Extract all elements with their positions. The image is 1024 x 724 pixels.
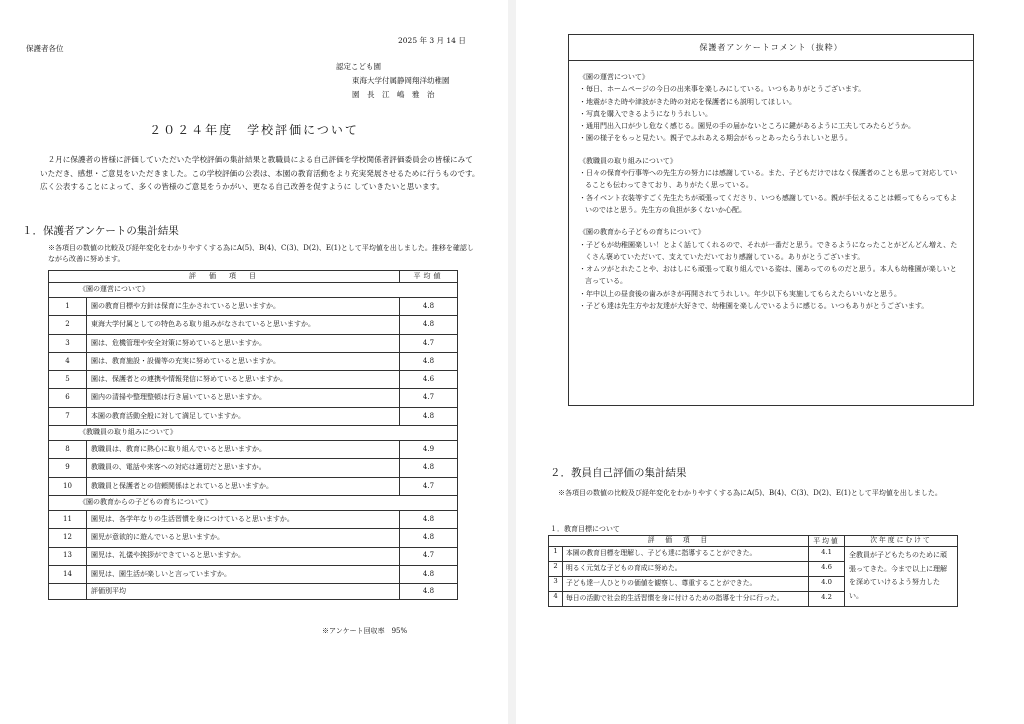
row-average: 4.9 xyxy=(400,441,458,459)
row-number: 2 xyxy=(549,562,563,577)
header-item: 評 価 項 目 xyxy=(549,536,809,547)
row-number: 6 xyxy=(49,389,87,407)
row-average: 4.7 xyxy=(400,389,458,407)
row-question: 教職員は、教育に熱心に取り組んでいると思いますか。 xyxy=(87,441,400,459)
page-title: ２０２４年度 学校評価について xyxy=(149,123,359,137)
table-header-row xyxy=(549,536,958,547)
table-row xyxy=(49,298,458,316)
addressee: 保護者各位 xyxy=(26,44,64,53)
comment-group-label: 《園の運営について》 xyxy=(579,73,649,81)
parent-survey-table xyxy=(48,270,458,600)
row-average: 4.8 xyxy=(400,316,458,334)
row-question: 子ども達一人ひとりの価値を観察し、尊重することができた。 xyxy=(563,576,809,591)
overall-average: 4.8 xyxy=(400,584,458,600)
blank-cell xyxy=(49,584,87,600)
category-label: 《園の運営について》 xyxy=(49,283,458,298)
header-next-year: 次年度にむけて xyxy=(845,536,958,547)
comment-item: ・地震がきた時や津波がきた時の対応を保護者にも説明してほしい。 xyxy=(579,97,796,106)
row-average: 4.8 xyxy=(400,565,458,583)
table-header-row xyxy=(49,271,458,283)
school-signature xyxy=(336,60,450,102)
header-avg: 平均値 xyxy=(400,271,458,283)
category-row xyxy=(49,495,458,510)
row-number: 13 xyxy=(49,547,87,565)
table-row xyxy=(49,334,458,352)
row-average: 4.7 xyxy=(400,334,458,352)
principal-line: 園 長 江 嶋 雅 治 xyxy=(352,90,435,99)
row-average: 4.8 xyxy=(400,298,458,316)
table-row xyxy=(49,477,458,495)
row-question: 園児は、礼儀や挨拶ができていると思いますか。 xyxy=(87,547,400,565)
school-line: 認定こども園 xyxy=(336,62,381,71)
category-row xyxy=(49,426,458,441)
row-average: 4.8 xyxy=(400,510,458,528)
row-number: 8 xyxy=(49,441,87,459)
section2-note: ※各項目の数値の比較及び経年変化をわかりやすくする為にA(5)、B(4)、C(3)、D(2)、E(1)として平均値を出しました。 xyxy=(558,489,942,497)
row-number: 12 xyxy=(49,529,87,547)
row-number: 2 xyxy=(49,316,87,334)
comment-item: ・園の様子をもっと見たい。親子でふれあえる期会がもっとあったらうれしいと思う。 xyxy=(579,134,852,143)
comment-item: ・子どもが幼稚園楽しい！とよく話してくれるので、それが一番だと思う。できるようになったことがどんどん増え、たくさん褒めていただいて、支えていただいており感謝している。ありがとうございます。 xyxy=(579,240,958,261)
section1-note: ※各項目の数値の比較及び経年変化をわかりやすくする為にA(5)、B(4)、C(3)、D(2)、E(1)として平均値を出しました。推移を確認しながら改善に努めます。 xyxy=(48,244,474,263)
row-question: 園の教育目標や方針は保育に生かされていると思いますか。 xyxy=(87,298,400,316)
overall-label: 評価別平均 xyxy=(87,584,400,600)
comments-title: 保護者アンケートコメント（抜粋） xyxy=(569,35,973,61)
next-year-note: 全教員が子どもたちのために頑張ってきた。今まで以上に理解を深めていけるよう努力したい。 xyxy=(845,547,958,606)
row-number: 3 xyxy=(549,576,563,591)
row-question: 園児が意欲的に遊んでいると思いますか。 xyxy=(87,529,400,547)
table-row xyxy=(49,352,458,370)
table-row xyxy=(49,316,458,334)
left-page xyxy=(0,0,508,724)
row-question: 園児は、各学年なりの生活習慣を身につけていると思いますか。 xyxy=(87,510,400,528)
row-question: 園は、危機管理や安全対策に努めていると思いますか。 xyxy=(87,334,400,352)
row-number: 3 xyxy=(49,334,87,352)
row-number: 4 xyxy=(549,591,563,606)
comment-item: ・通用門出入口が少し危なく感じる。園児の手の届かないところに鍵があるように工夫してみたらどうか。 xyxy=(579,122,915,131)
header-avg: 平均値 xyxy=(809,536,845,547)
row-question: 教職員と保護者との信頼関係はとれていると思いますか。 xyxy=(87,477,400,495)
header-item: 評 価 項 目 xyxy=(49,271,400,283)
table-row xyxy=(49,407,458,425)
row-question: 園内の清掃や整理整頓は行き届いていると思いますか。 xyxy=(87,389,400,407)
row-average: 4.6 xyxy=(809,562,845,577)
comment-item: ・毎日、ホームページの今日の出来事を楽しみにしている。いつもありがとうございます。 xyxy=(579,85,866,94)
table-row xyxy=(49,565,458,583)
row-number: 1 xyxy=(49,298,87,316)
section2-heading: ２．教員自己評価の集計結果 xyxy=(550,467,687,479)
table-row xyxy=(49,389,458,407)
row-question: 本園の教育目標を理解し、子ども達に指導することができた。 xyxy=(563,547,809,562)
comment-item: ・年中以上の昼食後の歯みがきが再開されてうれしい。年少以下も実施してもらえたらいいなと思う。 xyxy=(579,289,901,298)
row-average: 4.8 xyxy=(400,529,458,547)
row-number: 10 xyxy=(49,477,87,495)
table-row xyxy=(49,547,458,565)
page-gutter xyxy=(508,0,516,724)
comment-item: ・子ども達は先生方やお友達が大好きで、幼稚園を楽しんでいるように感じる。いつもありがとうございます。 xyxy=(579,302,929,311)
row-average: 4.0 xyxy=(809,576,845,591)
table-row xyxy=(49,529,458,547)
row-question: 園は、保護者との連携や情報発信に努めていると思いますか。 xyxy=(87,371,400,389)
teacher-self-eval-table xyxy=(548,535,958,607)
row-question: 東海大学付属としての特色ある取り組みがなされていると思いますか。 xyxy=(87,316,400,334)
comment-item: ・写真を購入できるようになりうれしい。 xyxy=(579,109,712,118)
row-average: 4.8 xyxy=(400,407,458,425)
category-label: 《園の教育からの子どもの育ちについて》 xyxy=(49,495,458,510)
comment-group-label: 《園の教育から子どもの育ちについて》 xyxy=(579,228,705,237)
row-average: 4.2 xyxy=(809,591,845,606)
right-page xyxy=(516,0,1024,724)
comment-item: ・日々の保育や行事等への先生方の努力には感謝している。また、子どもだけではなく保護者のことも思って対応していることも伝わってきており、ありがたく思っている。 xyxy=(579,169,957,190)
row-number: 11 xyxy=(49,510,87,528)
section2-subheading: １．教育目標について xyxy=(550,525,620,533)
row-question: 明るく元気な子どもの育成に努めた。 xyxy=(563,562,809,577)
table-row xyxy=(49,441,458,459)
category-label: 《教職員の取り組みについて》 xyxy=(49,426,458,441)
row-average: 4.6 xyxy=(400,371,458,389)
row-number: 14 xyxy=(49,565,87,583)
row-number: 4 xyxy=(49,352,87,370)
comments-body xyxy=(569,61,973,312)
row-average: 4.8 xyxy=(400,459,458,477)
row-question: 本園の教育活動全般に対して満足していますか。 xyxy=(87,407,400,425)
row-average: 4.7 xyxy=(400,477,458,495)
row-number: 7 xyxy=(49,407,87,425)
row-average: 4.8 xyxy=(400,352,458,370)
table-row xyxy=(49,459,458,477)
response-rate: ※アンケート回収率 95% xyxy=(322,627,408,635)
table-row xyxy=(549,547,958,562)
row-number: 1 xyxy=(549,547,563,562)
comment-item: ・各イベント衣装等すごく先生たちが頑張ってくださり、いつも感謝している。親が手伝えることは頼ってもらってもよいのではと思う。先生方の負担が多くないか心配。 xyxy=(579,193,957,214)
category-row xyxy=(49,283,458,298)
row-question: 園児は、園生活が楽しいと言っていますか。 xyxy=(87,565,400,583)
table-row xyxy=(49,510,458,528)
table-row xyxy=(49,371,458,389)
parent-comments-box xyxy=(568,34,974,406)
row-question: 毎日の活動で社会的生活習慣を身に付けるための指導を十分に行った。 xyxy=(563,591,809,606)
row-question: 教職員の、電話や来客への対応は適切だと思いますか。 xyxy=(87,459,400,477)
row-number: 5 xyxy=(49,371,87,389)
section1-heading: １．保護者アンケートの集計結果 xyxy=(22,225,179,237)
row-number: 9 xyxy=(49,459,87,477)
intro-paragraph: ２月に保護者の皆様に評価していただいた学校評価の集計結果と教職員による自己評価を学校関係者評価委員会の皆様にみていただき、感想・ご意見をいただきました。この学校評価の公表は、本園の教育活動をより充実発展させるために行うものです。広く公表することによって、多くの皆様のご意見をうかがい、更なる自己改善を促すように していきたいと思います。 xyxy=(40,155,480,192)
row-average: 4.7 xyxy=(400,547,458,565)
row-question: 園は、教育施設・設備等の充実に努めていると思いますか。 xyxy=(87,352,400,370)
letter-date: 2025 年 3 月 14 日 xyxy=(398,36,466,45)
overall-average-row xyxy=(49,584,458,600)
comment-group-label: 《教職員の取り組みについて》 xyxy=(579,156,677,165)
comment-item: ・オムツがとれたことや、おはしにも頑張って取り組んでいる姿は、園あってのものだと思う。本人も幼稚園が楽しいと言っている。 xyxy=(579,265,957,286)
row-average: 4.1 xyxy=(809,547,845,562)
school-line: 東海大学付属静岡翔洋幼稚園 xyxy=(352,76,450,85)
